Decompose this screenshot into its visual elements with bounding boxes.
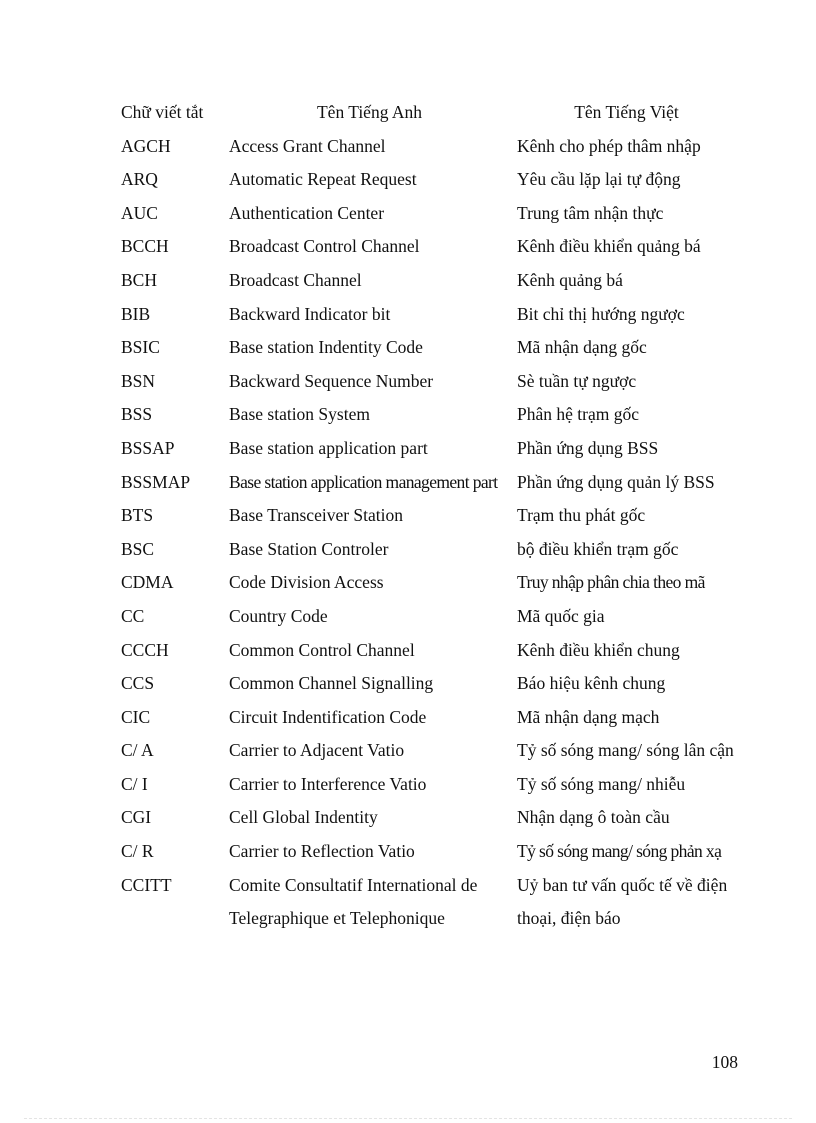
vietnamese-cell: Tỷ số sóng mang/ sóng lân cận xyxy=(517,740,734,761)
table-row xyxy=(114,365,736,399)
vietnamese-cell: Uỷ ban tư vấn quốc tế về điện thoại, điện báo xyxy=(517,874,728,929)
english-cell: Cell Global Indentity xyxy=(229,807,378,828)
table-row xyxy=(114,869,736,936)
page-bottom-divider xyxy=(24,1118,792,1119)
vietnamese-cell: Trung tâm nhận thực xyxy=(517,202,664,223)
english-cell: Authentication Center xyxy=(229,202,385,223)
abbr-cell: CGI xyxy=(121,807,152,828)
english-cell: Base station System xyxy=(229,404,370,425)
table-row xyxy=(114,533,736,567)
english-cell: Backward Indicator bit xyxy=(229,303,391,324)
english-cell: Common Channel Signalling xyxy=(229,673,434,694)
table-row xyxy=(114,130,736,164)
english-cell: Broadcast Control Channel xyxy=(229,236,420,257)
table-row xyxy=(114,432,736,466)
table-row xyxy=(114,734,736,768)
vietnamese-cell: Kênh điều khiển quảng bá xyxy=(517,236,701,257)
table-row xyxy=(114,566,736,600)
table-row xyxy=(114,264,736,298)
abbr-cell: CC xyxy=(121,605,145,626)
abbr-cell: BTS xyxy=(121,505,154,526)
page-number: 108 xyxy=(711,1052,738,1072)
english-cell: Country Code xyxy=(229,605,328,626)
abbr-cell: C/ A xyxy=(121,740,154,761)
table-row xyxy=(114,835,736,869)
vietnamese-cell: Phân hệ trạm gốc xyxy=(517,404,639,425)
vietnamese-cell: Báo hiệu kênh chung xyxy=(517,673,666,694)
abbr-cell: C/ I xyxy=(121,773,148,794)
vietnamese-cell: bộ điều khiển trạm gốc xyxy=(517,538,679,559)
vietnamese-cell: Kênh điều khiển chung xyxy=(517,639,680,660)
english-cell: Circuit Indentification Code xyxy=(229,706,427,727)
table-row xyxy=(114,230,736,264)
english-cell: Carrier to Interference Vatio xyxy=(229,773,427,794)
abbr-cell: BSSMAP xyxy=(121,471,191,492)
english-cell: Base station Indentity Code xyxy=(229,337,423,358)
vietnamese-cell: Kênh cho phép thâm nhập xyxy=(517,135,701,156)
table-row xyxy=(114,667,736,701)
table-row xyxy=(114,197,736,231)
abbr-cell: BSN xyxy=(121,370,156,391)
table-row xyxy=(114,768,736,802)
abbr-cell: C/ R xyxy=(121,841,154,862)
english-cell: Base Transceiver Station xyxy=(229,505,404,526)
vietnamese-cell: Kênh quảng bá xyxy=(517,269,623,290)
table-row xyxy=(114,499,736,533)
abbr-cell: AGCH xyxy=(121,135,171,156)
english-cell: Base station application management part xyxy=(229,471,498,492)
vietnamese-cell: Tỷ số sóng mang/ sóng phản xạ xyxy=(517,841,722,862)
table-row xyxy=(114,701,736,735)
abbr-cell: BSIC xyxy=(121,337,160,358)
table-row xyxy=(114,801,736,835)
english-cell: Automatic Repeat Request xyxy=(229,169,417,190)
abbr-cell: CCCH xyxy=(121,639,169,660)
abbr-cell: BIB xyxy=(121,303,151,324)
english-cell: Comite Consultatif International de Telegraphique et Telephonique xyxy=(229,874,478,929)
vietnamese-cell: Sè tuần tự ngược xyxy=(517,370,637,391)
abbr-cell: ARQ xyxy=(121,169,158,190)
vietnamese-cell: Bit chỉ thị hướng ngược xyxy=(517,303,685,324)
english-cell: Access Grant Channel xyxy=(229,135,386,156)
english-cell: Carrier to Adjacent Vatio xyxy=(229,740,405,761)
vietnamese-cell: Trạm thu phát gốc xyxy=(517,505,646,526)
abbr-cell: BCCH xyxy=(121,236,169,257)
vietnamese-cell: Yêu cầu lặp lại tự động xyxy=(517,169,681,190)
abbr-cell: BCH xyxy=(121,269,157,290)
table-row xyxy=(114,398,736,432)
english-cell: Broadcast Channel xyxy=(229,269,362,290)
header-vietnamese-name: Tên Tiếng Việt xyxy=(574,102,679,122)
table-row xyxy=(114,634,736,668)
abbr-cell: BSC xyxy=(121,538,155,559)
abbr-cell: BSSAP xyxy=(121,437,175,458)
english-cell: Carrier to Reflection Vatio xyxy=(229,841,415,862)
abbr-cell: CIC xyxy=(121,706,151,727)
abbr-cell: CCS xyxy=(121,673,155,694)
table-row xyxy=(114,298,736,332)
vietnamese-cell: Mã nhận dạng mạch xyxy=(517,706,660,727)
english-cell: Base station application part xyxy=(229,437,428,458)
vietnamese-cell: Phần ứng dụng quản lý BSS xyxy=(517,471,715,492)
vietnamese-cell: Nhận dạng ô toàn cầu xyxy=(517,807,670,828)
english-cell: Base Station Controler xyxy=(229,538,389,559)
vietnamese-cell: Mã nhận dạng gốc xyxy=(517,337,647,358)
abbr-cell: CCITT xyxy=(121,874,172,895)
abbreviation-table xyxy=(114,96,736,936)
header-english-name: Tên Tiếng Anh xyxy=(316,102,423,122)
english-cell: Backward Sequence Number xyxy=(229,370,434,391)
header-abbreviation: Chữ viết tắt xyxy=(121,102,204,122)
abbr-cell: CDMA xyxy=(121,572,174,593)
vietnamese-cell: Phần ứng dụng BSS xyxy=(517,437,659,458)
vietnamese-cell: Truy nhập phân chia theo mã xyxy=(517,572,705,593)
english-cell: Common Control Channel xyxy=(229,639,415,660)
table-row xyxy=(114,600,736,634)
table-row xyxy=(114,163,736,197)
vietnamese-cell: Tỷ số sóng mang/ nhiễu xyxy=(517,773,686,794)
table-row xyxy=(114,466,736,500)
abbr-cell: AUC xyxy=(121,202,158,223)
english-cell: Code Division Access xyxy=(229,572,384,593)
abbr-cell: BSS xyxy=(121,404,153,425)
table-row xyxy=(114,331,736,365)
table-header-row xyxy=(114,96,736,130)
vietnamese-cell: Mã quốc gia xyxy=(517,605,605,626)
